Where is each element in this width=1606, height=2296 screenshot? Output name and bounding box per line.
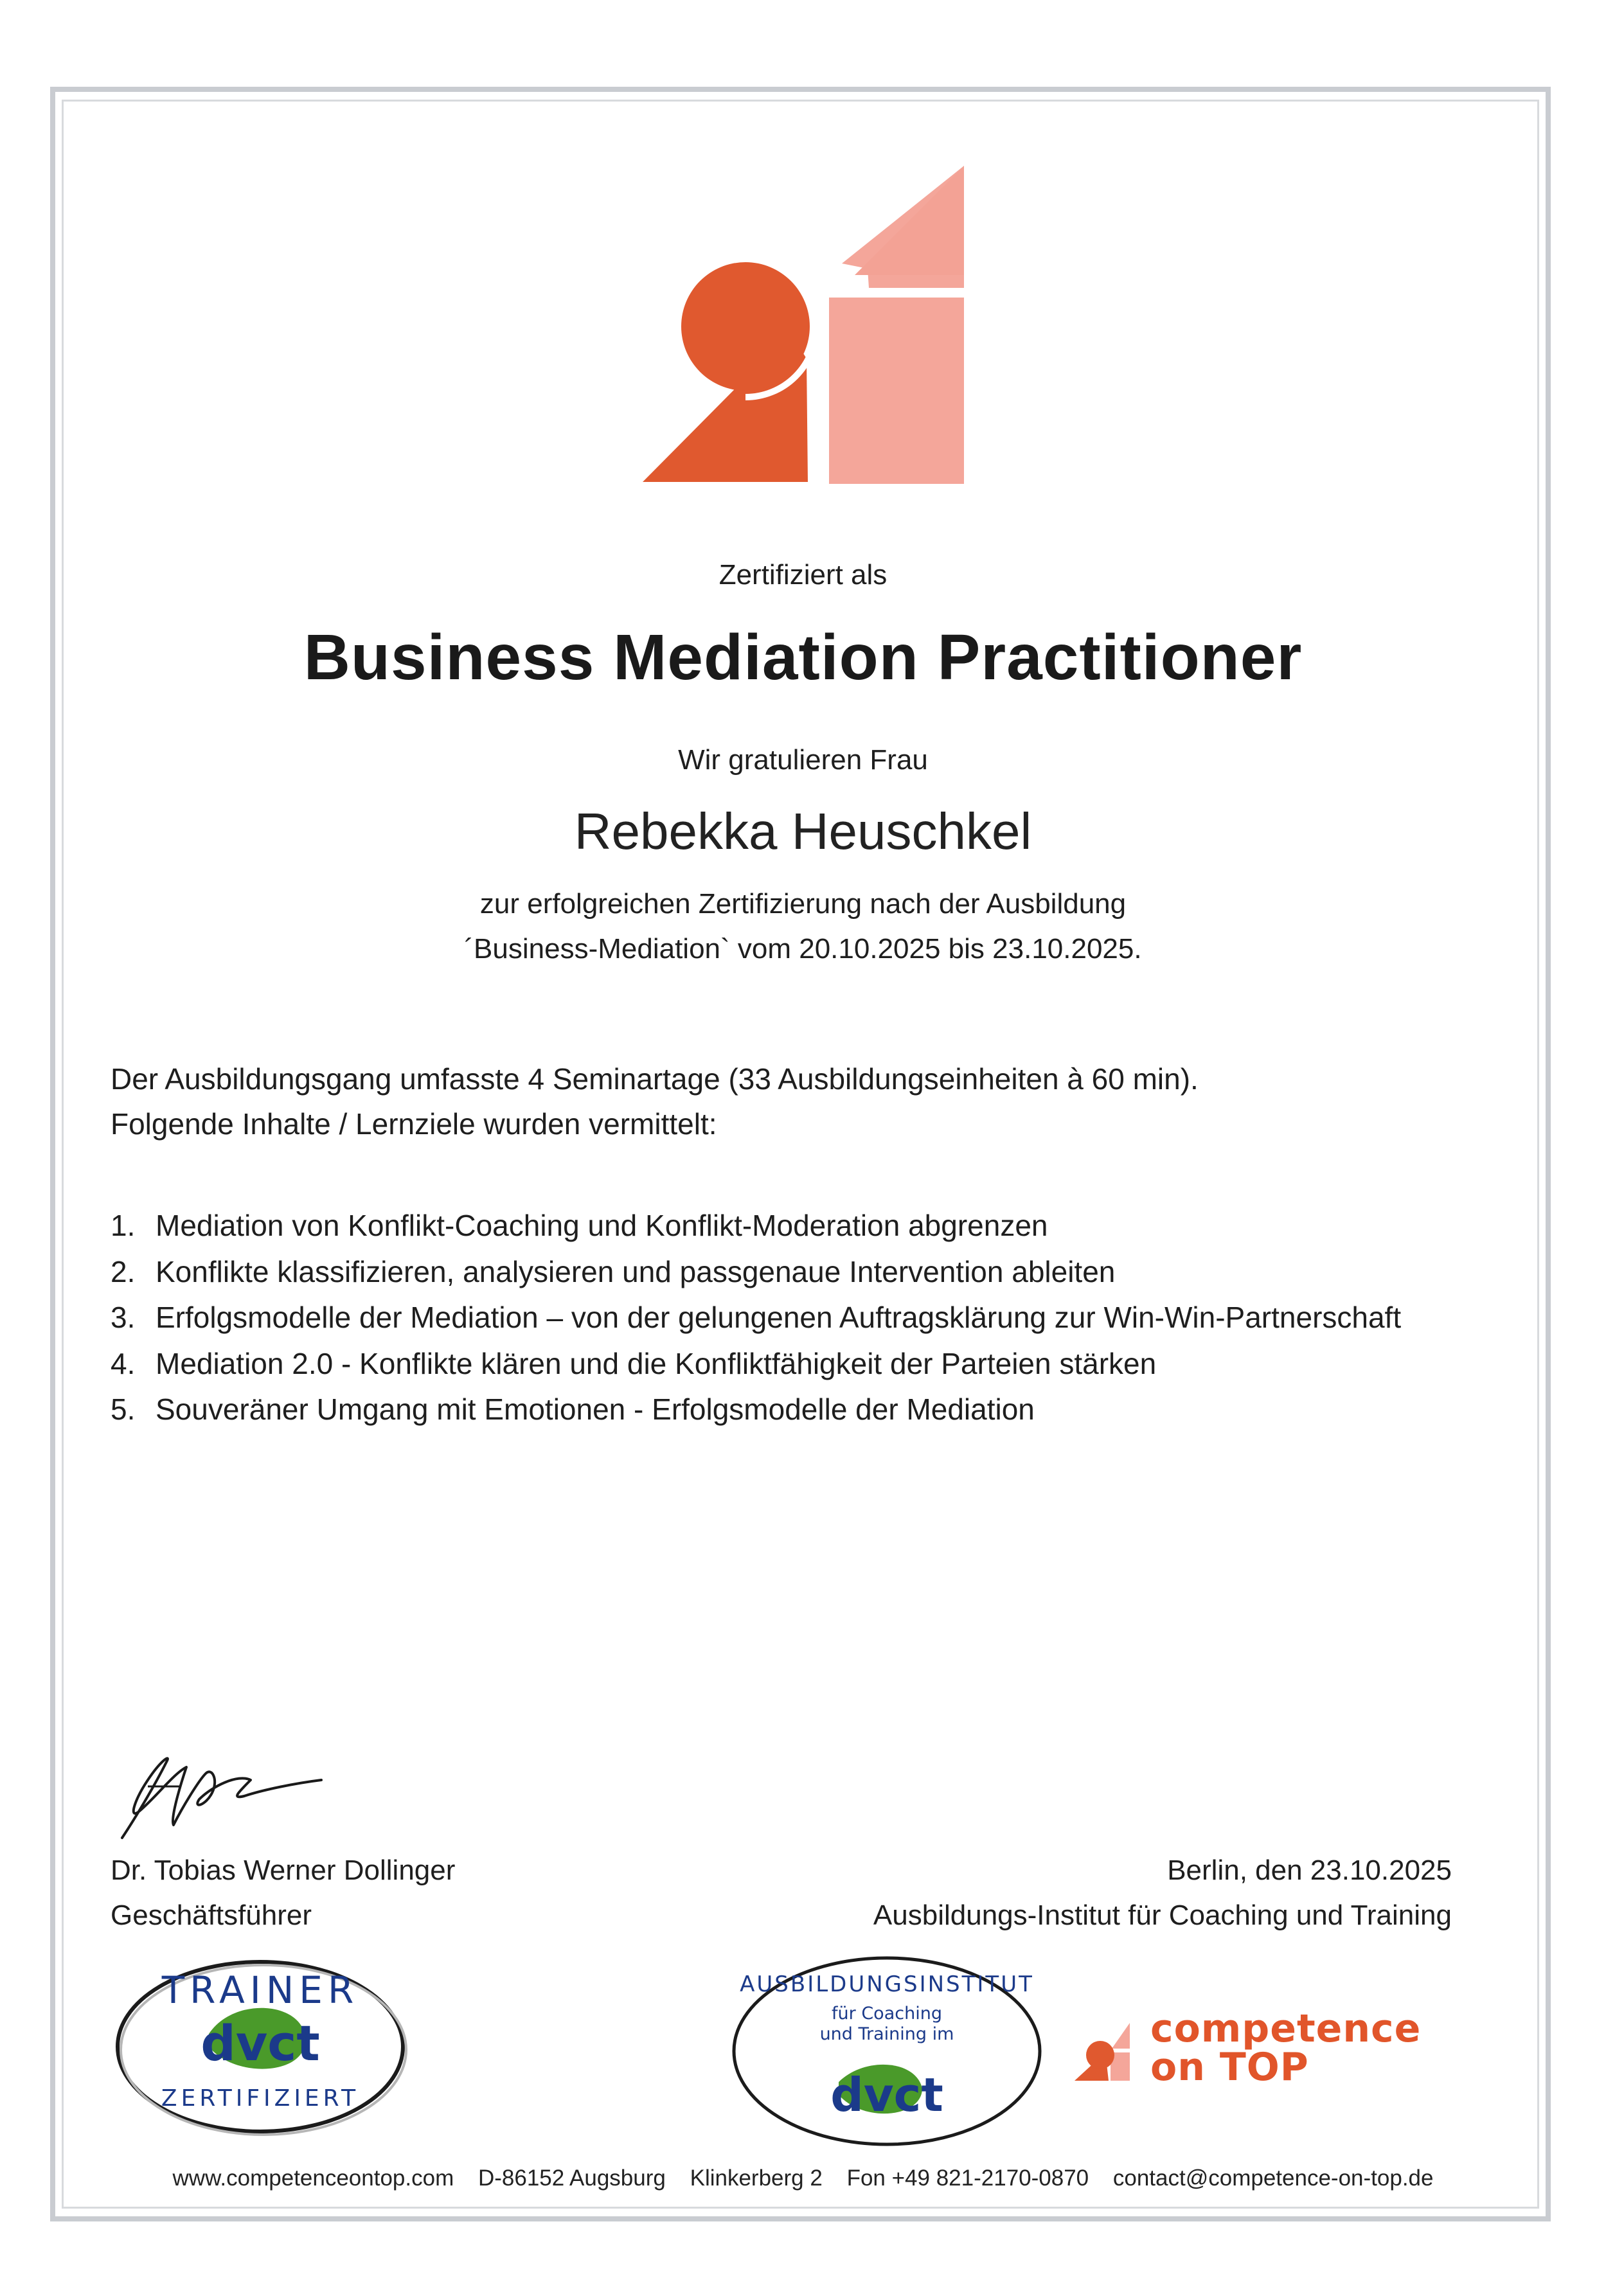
institute-seal-line-2: und Training im (819, 2024, 954, 2044)
list-item: 3. Erfolgsmodelle der Mediation – von der gelungenen Auftragsklärung zur Win-Win-Partnerschaft (111, 1301, 1402, 1334)
institute-logo-icon (643, 166, 977, 487)
trainer-seal (112, 1957, 408, 2137)
footer-website[interactable]: www.competenceontop.com (172, 2166, 454, 2191)
place-date: Berlin, den 23.10.2025 (1167, 1855, 1452, 1886)
institute-seal-arc: AUSBILDUNGSINSTITUT (740, 1971, 1034, 1997)
list-item: 4. Mediation 2.0 - Konflikte klären und die Konfliktfähigkeit der Parteien stärken (111, 1346, 1157, 1380)
company-logo-icon (1073, 2016, 1131, 2087)
trainer-seal-brand: dvct (201, 2015, 320, 2072)
institute-seal-line-1: für Coaching (832, 2004, 942, 2024)
company-logo (1073, 2006, 1459, 2094)
objectives-list (111, 1203, 1401, 1433)
company-logo-line-1: competence (1150, 2006, 1422, 2051)
footer-email[interactable]: contact@competence-on-top.de (1112, 2166, 1434, 2191)
signatory-name: Dr. Tobias Werner Dollinger (111, 1855, 456, 1886)
list-item: 5. Souveräner Umgang mit Emotionen - Erfolgsmodelle der Mediation (111, 1393, 1035, 1426)
logo-circle-icon (681, 262, 810, 391)
signature-icon (109, 1748, 328, 1844)
footer-phone: Fon +49 821-2170-0870 (846, 2166, 1089, 2191)
company-logo-line-2: on TOP (1150, 2045, 1309, 2090)
list-item: 2. Konflikte klassifizieren, analysieren und passgenaue Intervention ableiten (111, 1254, 1116, 1288)
footer-city: D-86152 Augsburg (477, 2166, 666, 2191)
description-line-1: Der Ausbildungsgang umfasste 4 Seminartage (33 Ausbildungseinheiten à 60 min). (111, 1062, 1199, 1096)
intro-line-2: ´Business-Mediation` vom 20.10.2025 bis 23.10.2025. (464, 933, 1142, 965)
footer (0, 2166, 1606, 2191)
greeting-text: Wir gratulieren Frau (678, 744, 928, 776)
logo-square-icon (829, 298, 964, 484)
institute-seal (729, 1953, 1044, 2149)
recipient-name: Rebekka Heuschkel (574, 803, 1032, 860)
certificate-title: Business Mediation Practitioner (303, 621, 1303, 693)
description-line-2: Folgende Inhalte / Lernziele wurden vermittelt: (111, 1107, 717, 1141)
list-item: 1. Mediation von Konflikt-Coaching und Konflikt-Moderation abgrenzen (111, 1209, 1048, 1242)
footer-street: Klinkerberg 2 (690, 2166, 823, 2191)
trainer-seal-bottom: ZERTIFIZIERT (161, 2085, 360, 2112)
institute-name: Ausbildungs-Institut für Coaching und Training (873, 1900, 1452, 1931)
trainer-seal-top: TRAINER (161, 1968, 359, 2012)
intro-line-1: zur erfolgreichen Zertifizierung nach der Ausbildung (479, 888, 1127, 920)
institute-seal-brand: dvct (830, 2068, 943, 2122)
certified-as-label: Zertifiziert als (718, 559, 888, 591)
signatory-role: Geschäftsführer (111, 1900, 312, 1931)
